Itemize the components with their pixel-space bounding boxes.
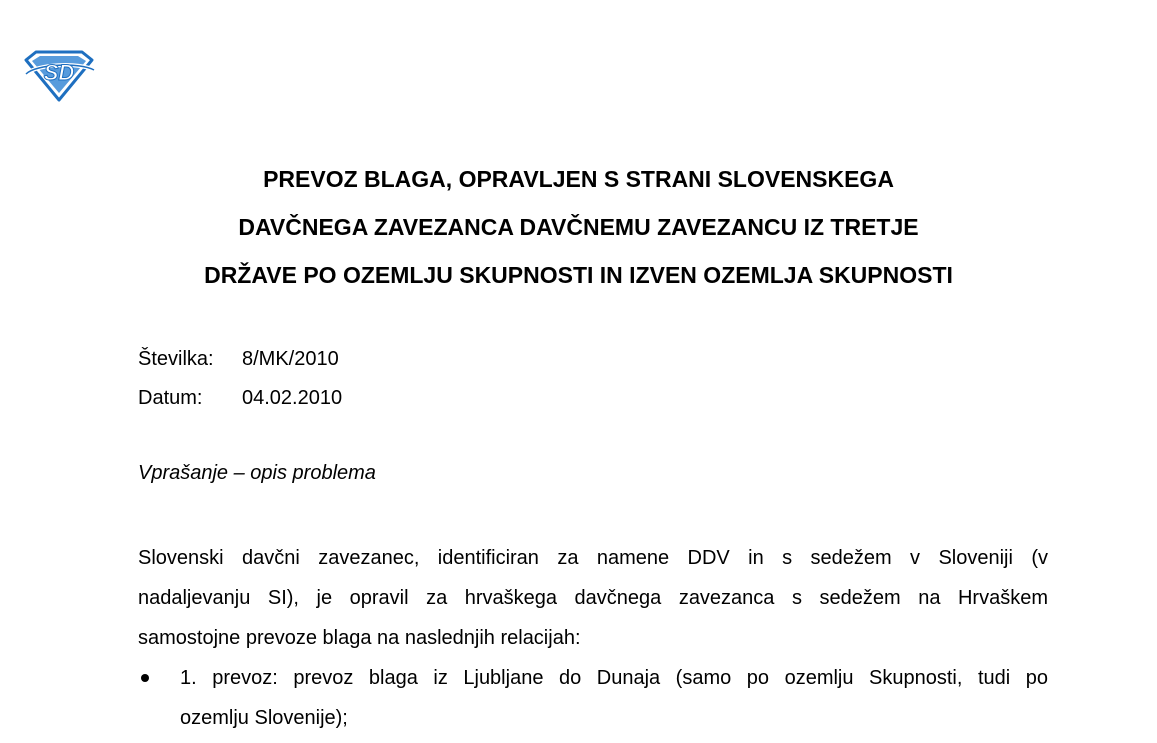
title-line-1: PREVOZ BLAGA, OPRAVLJEN S STRANI SLOVENSKEGA [263, 166, 894, 192]
date-row [138, 379, 342, 418]
paragraph-line-3: samostojne prevoze blaga na naslednjih relacijah: [138, 627, 581, 649]
list-item-line-2: ozemlju Slovenije); [180, 707, 348, 729]
paragraph-line-1: Slovenski davčni zavezanec, identificiran za namene DDV in s sedežem v Sloveniji (v [138, 547, 1048, 569]
number-value: 8/MK/2010 [242, 348, 339, 370]
title-line-2: DAVČNEGA ZAVEZANCA DAVČNEMU ZAVEZANCU IZ TRETJE [238, 214, 919, 240]
date-label: Datum: [138, 387, 203, 409]
paragraph-line-2: nadaljevanju SI), je opravil za hrvaškega davčnega zavezanca s sedežem na Hrvaškem [138, 587, 1048, 609]
date-value: 04.02.2010 [242, 387, 343, 409]
logo-text: SD [43, 60, 75, 85]
sd-shield-logo-icon [22, 46, 96, 104]
list-item [138, 658, 1048, 738]
list-item-line-1: 1. prevoz: prevoz blaga iz Ljubljane do Dunaja (samo po ozemlju Skupnosti, tudi po [180, 667, 1048, 689]
bullet-icon [141, 674, 149, 682]
section-heading: Vprašanje – opis problema [138, 462, 376, 484]
title-line-3: DRŽAVE PO OZEMLJU SKUPNOSTI IN IZVEN OZEMLJA SKUPNOSTI [204, 262, 953, 288]
bullet-list [138, 658, 1048, 738]
number-row [138, 340, 342, 379]
logo-graphic [22, 46, 96, 104]
number-label: Številka: [138, 348, 214, 370]
document-title [0, 155, 1157, 299]
document-meta [138, 340, 342, 418]
paragraph [138, 538, 1048, 658]
